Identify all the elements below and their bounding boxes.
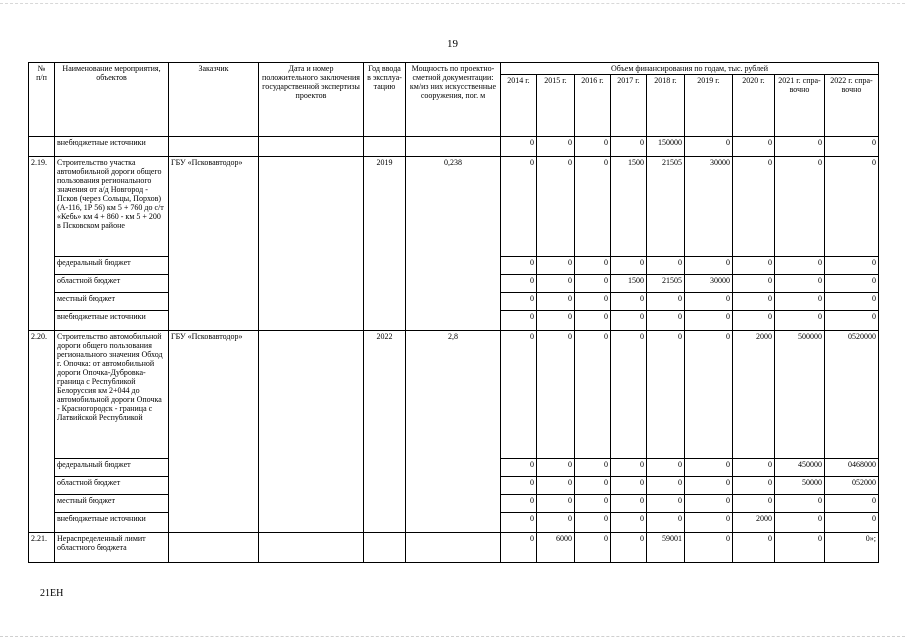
cell-value: 0520000 bbox=[825, 331, 879, 459]
cell-value: 1500 bbox=[611, 275, 647, 293]
cell-value: 0 bbox=[733, 137, 775, 157]
cell-value: 0 bbox=[501, 137, 537, 157]
cell-value: 0 bbox=[501, 459, 537, 477]
cell-value: 0 bbox=[501, 257, 537, 275]
cell-value: 0 bbox=[611, 293, 647, 311]
cell-value: 0 bbox=[575, 533, 611, 563]
cell-value: 59001 bbox=[647, 533, 685, 563]
cell-value: 0 bbox=[685, 293, 733, 311]
cell-name: областной бюджет bbox=[55, 477, 169, 495]
header-name: Наименование мероприятия, объектов bbox=[55, 63, 169, 137]
cell-value: 0 bbox=[685, 331, 733, 459]
cell-expertise bbox=[259, 157, 364, 331]
cell-customer bbox=[169, 137, 259, 157]
cell-value: 0 bbox=[537, 257, 575, 275]
cell-expertise bbox=[259, 331, 364, 533]
cell-year bbox=[364, 137, 406, 157]
cell-name: местный бюджет bbox=[55, 293, 169, 311]
cell-name: местный бюджет bbox=[55, 495, 169, 513]
cell-value: 0 bbox=[575, 477, 611, 495]
cell-value: 0 bbox=[611, 311, 647, 331]
cell-value: 0 bbox=[733, 157, 775, 257]
financing-table bbox=[28, 62, 879, 563]
cell-expertise bbox=[259, 533, 364, 563]
cell-name: внебюджетные источники bbox=[55, 137, 169, 157]
header-year-2020: 2020 г. bbox=[733, 75, 775, 137]
cell-value: 0 bbox=[775, 293, 825, 311]
cell-value: 0 bbox=[537, 311, 575, 331]
cell-no: 2.20. bbox=[29, 331, 55, 533]
cell-value: 6000 bbox=[537, 533, 575, 563]
cell-name: Строительство участка автомобильной дороги общего пользования регионального значения от а/д Новгород - Псков (через Сольцы, Порхов) (А-116, 1Р 56) км 5 + 760 до с/т «Кебь» км 4 + 860 - км 5 + 200 в Псковском районе bbox=[55, 157, 169, 257]
cell-value: 1500 bbox=[611, 157, 647, 257]
cell-value: 0 bbox=[685, 459, 733, 477]
cell-value: 0 bbox=[825, 513, 879, 533]
cell-value: 30000 bbox=[685, 157, 733, 257]
cell-value: 0 bbox=[537, 513, 575, 533]
cell-value: 0 bbox=[537, 459, 575, 477]
cell-no bbox=[29, 137, 55, 157]
cell-value: 0 bbox=[775, 533, 825, 563]
header-year-2014: 2014 г. bbox=[501, 75, 537, 137]
cell-value: 0 bbox=[647, 477, 685, 495]
cell-value: 0 bbox=[647, 513, 685, 533]
cell-value: 0 bbox=[501, 513, 537, 533]
cell-year bbox=[364, 533, 406, 563]
cell-name: внебюджетные источники bbox=[55, 311, 169, 331]
table-row bbox=[29, 137, 879, 157]
cell-value: 0 bbox=[611, 137, 647, 157]
cell-value: 0 bbox=[733, 477, 775, 495]
cell-value: 0 bbox=[825, 495, 879, 513]
footer-code: 21ЕН bbox=[40, 588, 64, 599]
cell-customer bbox=[169, 533, 259, 563]
cell-value: 0 bbox=[775, 137, 825, 157]
cell-value: 0 bbox=[647, 311, 685, 331]
cell-value: 0 bbox=[733, 459, 775, 477]
cell-value: 0 bbox=[647, 459, 685, 477]
cell-value: 0 bbox=[501, 533, 537, 563]
cell-value: 0 bbox=[825, 311, 879, 331]
cell-value: 0 bbox=[537, 293, 575, 311]
header-customer: Заказчик bbox=[169, 63, 259, 137]
page-number: 19 bbox=[447, 38, 458, 50]
cell-value: 0 bbox=[775, 495, 825, 513]
cell-value: 0 bbox=[575, 157, 611, 257]
table-row bbox=[29, 331, 879, 459]
cell-name: Нераспределенный лимит областного бюджета bbox=[55, 533, 169, 563]
cell-value: 0 bbox=[733, 533, 775, 563]
cell-value: 450000 bbox=[775, 459, 825, 477]
cell-value: 0 bbox=[647, 495, 685, 513]
cell-value: 0 bbox=[575, 257, 611, 275]
cell-value: 21505 bbox=[647, 275, 685, 293]
cell-value: 0 bbox=[685, 137, 733, 157]
cell-value: 0 bbox=[685, 495, 733, 513]
cell-value: 0 bbox=[611, 459, 647, 477]
cell-value: 0 bbox=[775, 275, 825, 293]
cell-value: 0 bbox=[537, 157, 575, 257]
cell-name: федеральный бюджет bbox=[55, 459, 169, 477]
cell-customer: ГБУ «Псковавтодор» bbox=[169, 157, 259, 331]
cell-value: 0 bbox=[537, 477, 575, 495]
cell-value: 0 bbox=[611, 257, 647, 275]
cell-value: 0 bbox=[825, 157, 879, 257]
header-no: № п/п bbox=[29, 63, 55, 137]
cell-name: Строительство автомобильной дороги общего пользования регионального значения Обход г. Опочка: от автомобильной дороги Опочка-Дубровка-граница с Республикой Белоруссия км 2+044 до автомобильной дороги Опочка - Красногородск - граница с Латвийской Республикой bbox=[55, 331, 169, 459]
cell-name: областной бюджет bbox=[55, 275, 169, 293]
cell-value: 0 bbox=[611, 331, 647, 459]
cell-value: 500000 bbox=[775, 331, 825, 459]
table-row bbox=[29, 157, 879, 257]
cell-value: 0 bbox=[501, 157, 537, 257]
cell-value: 0 bbox=[575, 513, 611, 533]
header-year-2019: 2019 г. bbox=[685, 75, 733, 137]
cell-value: 0 bbox=[685, 477, 733, 495]
header-funding-group: Объем финансирования по годам, тыс. рублей bbox=[501, 63, 879, 75]
cell-value: 0 bbox=[611, 533, 647, 563]
cell-value: 0 bbox=[647, 293, 685, 311]
cell-value: 052000 bbox=[825, 477, 879, 495]
header-year-2021: 2021 г. спра-вочно bbox=[775, 75, 825, 137]
cell-value: 0 bbox=[733, 495, 775, 513]
cell-value: 2000 bbox=[733, 331, 775, 459]
cell-value: 0 bbox=[685, 257, 733, 275]
cell-value: 0 bbox=[775, 311, 825, 331]
cell-value: 0 bbox=[733, 293, 775, 311]
cell-value: 0 bbox=[501, 293, 537, 311]
cell-value: 0 bbox=[575, 275, 611, 293]
cell-value: 0 bbox=[575, 137, 611, 157]
cell-value: 0 bbox=[733, 257, 775, 275]
cell-value: 0 bbox=[685, 533, 733, 563]
cell-value: 0 bbox=[611, 513, 647, 533]
cell-year: 2022 bbox=[364, 331, 406, 533]
cell-capacity: 0,238 bbox=[406, 157, 501, 331]
scan-bottom-edge bbox=[0, 636, 905, 637]
cell-name: внебюджетные источники bbox=[55, 513, 169, 533]
cell-value: 0468000 bbox=[825, 459, 879, 477]
cell-value: 0 bbox=[775, 157, 825, 257]
cell-name: федеральный бюджет bbox=[55, 257, 169, 275]
cell-year: 2019 bbox=[364, 157, 406, 331]
cell-value: 0 bbox=[611, 477, 647, 495]
scan-top-edge bbox=[0, 3, 905, 4]
cell-capacity bbox=[406, 533, 501, 563]
cell-value: 30000 bbox=[685, 275, 733, 293]
cell-value: 0 bbox=[685, 513, 733, 533]
cell-value: 0 bbox=[611, 495, 647, 513]
table-row bbox=[29, 533, 879, 563]
cell-value: 50000 bbox=[775, 477, 825, 495]
cell-value: 0 bbox=[775, 513, 825, 533]
cell-value: 0 bbox=[575, 293, 611, 311]
cell-value: 0 bbox=[733, 311, 775, 331]
header-expertise: Дата и номер положительного заключения государственной экспертизы проектов bbox=[259, 63, 364, 137]
cell-value: 150000 bbox=[647, 137, 685, 157]
header-year-2018: 2018 г. bbox=[647, 75, 685, 137]
cell-value: 0 bbox=[647, 331, 685, 459]
header-capacity: Мощность по проектно-сметной документации: км/из них искусственные сооружения, пог. м bbox=[406, 63, 501, 137]
cell-value: 0 bbox=[537, 331, 575, 459]
cell-value: 0 bbox=[501, 477, 537, 495]
cell-value: 0 bbox=[537, 495, 575, 513]
cell-value: 0 bbox=[733, 275, 775, 293]
cell-value: 21505 bbox=[647, 157, 685, 257]
cell-value: 0 bbox=[685, 311, 733, 331]
header-year-2015: 2015 г. bbox=[537, 75, 575, 137]
header-year-2022: 2022 г. спра-вочно bbox=[825, 75, 879, 137]
cell-value: 0 bbox=[537, 137, 575, 157]
cell-expertise bbox=[259, 137, 364, 157]
cell-value: 2000 bbox=[733, 513, 775, 533]
cell-value: 0 bbox=[501, 495, 537, 513]
header-year-in: Год ввода в эксплуа-тацию bbox=[364, 63, 406, 137]
cell-value: 0 bbox=[825, 257, 879, 275]
cell-no: 2.19. bbox=[29, 157, 55, 331]
cell-value: 0 bbox=[575, 331, 611, 459]
cell-value: 0 bbox=[575, 459, 611, 477]
cell-value: 0 bbox=[825, 293, 879, 311]
cell-no: 2.21. bbox=[29, 533, 55, 563]
cell-value: 0 bbox=[501, 311, 537, 331]
cell-value: 0 bbox=[501, 275, 537, 293]
cell-value: 0 bbox=[575, 311, 611, 331]
cell-value: 0 bbox=[575, 495, 611, 513]
cell-capacity: 2,8 bbox=[406, 331, 501, 533]
cell-value: 0 bbox=[501, 331, 537, 459]
cell-value: 0 bbox=[537, 275, 575, 293]
cell-value: 0 bbox=[825, 137, 879, 157]
header-year-2017: 2017 г. bbox=[611, 75, 647, 137]
cell-customer: ГБУ «Псковавтодор» bbox=[169, 331, 259, 533]
cell-capacity bbox=[406, 137, 501, 157]
header-year-2016: 2016 г. bbox=[575, 75, 611, 137]
cell-value: 0 bbox=[825, 275, 879, 293]
cell-value: 0»; bbox=[825, 533, 879, 563]
cell-value: 0 bbox=[775, 257, 825, 275]
cell-value: 0 bbox=[647, 257, 685, 275]
